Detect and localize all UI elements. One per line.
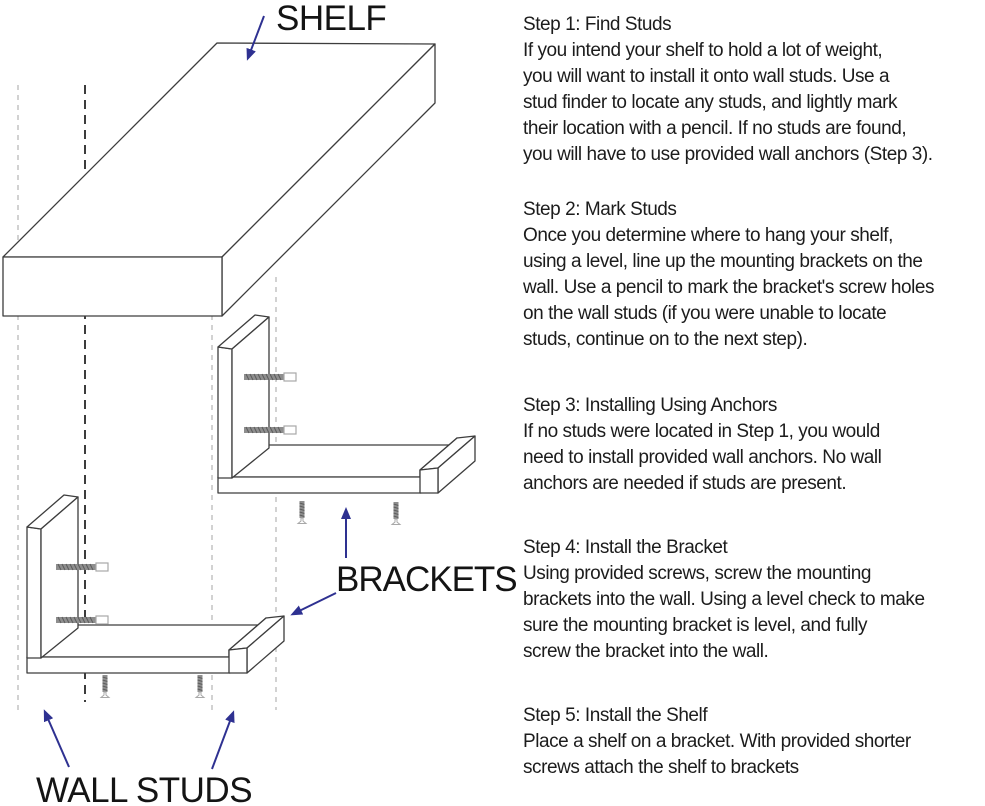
- step-line: studs, continue on to the next step).: [523, 329, 808, 350]
- screw-vertical-upper-2: [392, 502, 400, 525]
- step-line: sure the mounting bracket is level, and fully: [523, 615, 868, 636]
- step-line: need to install provided wall anchors. No wall: [523, 447, 882, 468]
- step-line: Once you determine where to hang your shelf,: [523, 225, 893, 246]
- screw-horizontal-upper-2: [244, 426, 296, 434]
- screw-vertical-lower-1: [101, 675, 109, 698]
- instruction-step: [523, 197, 985, 353]
- bracket-lower: [27, 495, 284, 673]
- step-line: their location with a pencil. If no studs are found,: [523, 118, 907, 139]
- instruction-step: [523, 393, 985, 497]
- step-line: screw the bracket into the wall.: [523, 641, 769, 662]
- step-line: you will want to install it onto wall studs. Use a: [523, 66, 890, 87]
- step-line: Place a shelf on a bracket. With provided shorter: [523, 731, 911, 752]
- step-line: you will have to use provided wall anchors (Step 3).: [523, 144, 933, 165]
- wall-studs-label: WALL STUDS: [36, 771, 253, 806]
- shelf-label: SHELF: [276, 0, 387, 38]
- step-title: Step 2: Mark Studs: [523, 199, 677, 220]
- step-title: Step 4: Install the Bracket: [523, 537, 728, 558]
- brackets-arrow-diagonal: [293, 593, 336, 614]
- step-line: Using provided screws, screw the mounting: [523, 563, 871, 584]
- instruction-steps: [523, 0, 985, 806]
- instruction-step: [523, 703, 985, 781]
- step-line: wall. Use a pencil to mark the bracket's screw holes: [523, 277, 935, 298]
- bracket-upper: [218, 315, 475, 493]
- wall-studs-arrow-right: [212, 713, 233, 769]
- shelf-front-face: [3, 257, 222, 316]
- screw-horizontal-upper-1: [244, 373, 296, 381]
- wall-studs-arrow-left: [45, 712, 69, 767]
- screw-horizontal-lower-1: [56, 563, 108, 571]
- step-line: If no studs were located in Step 1, you would: [523, 421, 880, 442]
- step-line: screws attach the shelf to brackets: [523, 757, 799, 778]
- step-line: using a level, line up the mounting brackets on the: [523, 251, 923, 272]
- step-title: Step 1: Find Studs: [523, 14, 672, 35]
- instruction-step: [523, 12, 985, 168]
- brackets-label: BRACKETS: [336, 560, 517, 599]
- step-line: If you intend your shelf to hold a lot of weight,: [523, 40, 883, 61]
- instruction-step: [523, 535, 985, 665]
- step-title: Step 3: Installing Using Anchors: [523, 395, 777, 416]
- screw-horizontal-lower-2: [56, 616, 108, 624]
- step-line: anchors are needed if studs are present.: [523, 473, 847, 494]
- screw-vertical-lower-2: [196, 675, 204, 698]
- screw-vertical-upper-1: [298, 501, 306, 524]
- step-line: stud finder to locate any studs, and lightly mark: [523, 92, 897, 113]
- shelf-drawing: [3, 43, 435, 316]
- step-line: brackets into the wall. Using a level check to make: [523, 589, 925, 610]
- step-line: on the wall studs (if you were unable to locate: [523, 303, 887, 324]
- step-title: Step 5: Install the Shelf: [523, 705, 708, 726]
